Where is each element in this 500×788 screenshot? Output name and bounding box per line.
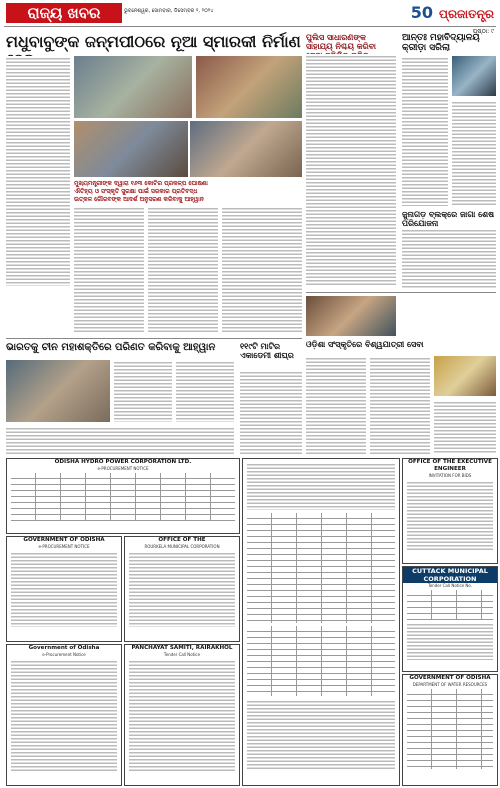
rourkela-ad <box>124 536 240 642</box>
odia-notice-footer <box>247 699 395 769</box>
right-mid-headline: ଜୁନାଗଡ଼ ବ୍ଲକ୍‌ରେ ଜାଗା ଶେଷ ପରିଯୋଜନା <box>402 210 494 229</box>
lead-body-col3 <box>148 206 218 334</box>
cuttack-ad-table <box>407 590 493 620</box>
award-photo <box>434 356 496 396</box>
left-mid-body-col1 <box>114 360 172 422</box>
govt-bottom-ad <box>6 644 122 786</box>
edition-date: ଭୁବନେଶ୍ୱର, ସୋମବାର, ଡିସେମ୍ବର ୨, ୨୦୨୪ <box>124 8 214 14</box>
exec-engineer-ad-sub: INVITATION FOR BIDS <box>428 473 472 478</box>
lead-headline: ମଧୁବାବୁଙ୍କ ଜନ୍ମପୀଠରେ ନୂଆ ସ୍ମାରକୀ ନିର୍ମାଣ <box>6 32 301 51</box>
odia-tender-notice <box>242 458 400 786</box>
mid-lower-photo <box>306 296 396 336</box>
divider <box>4 26 496 27</box>
govt-bottom-ad-body <box>11 659 117 771</box>
brand-logo <box>334 3 494 23</box>
section-title: ରାଜ୍ୟ ଖବର <box>6 3 122 23</box>
odia-notice-table-2 <box>247 626 395 696</box>
exec-engineer-ad-body <box>407 480 493 550</box>
lead-body-col4 <box>222 206 302 334</box>
brand-name: ପ୍ରଜାତନ୍ତ୍ର <box>438 7 494 21</box>
sports-photo <box>452 56 496 96</box>
panchayat-ad <box>124 644 240 786</box>
lead-photo-2 <box>196 56 302 118</box>
mid-small-headline: ୧୧୯ଟି ମାଟିର ଏକାଡେମୀ ଶୀଘ୍ର <box>240 342 294 361</box>
water-resources-ad-title: GOVERNMENT OF ODISHA <box>409 675 491 681</box>
govt-bottom-ad-sub: e-Procurement Notice <box>42 652 86 657</box>
panchayat-ad-title: PANCHAYAT SAMITI, RAIRAKHOL <box>131 645 233 651</box>
panchayat-ad-sub: Tender Call Notice <box>163 652 201 657</box>
mid-lower-headline: ଓଡ଼ିଶା ସଂସ୍କୃତିରେ ବିଶ୍ୱଯାତ୍ରୀ ସେବା <box>306 340 424 349</box>
lead-sub-3: ଉତ୍କଳ ଗୌରବଙ୍କ ଆଦର୍ଶ ଅନୁସରଣ କରିବାକୁ ଆହ୍ୱାନ <box>74 196 204 203</box>
mid-top-body <box>306 54 396 286</box>
anniversary-badge: 50 <box>410 3 433 22</box>
lead-photo-4 <box>190 121 302 177</box>
govt-bottom-ad-title: Government of Odisha <box>28 645 100 651</box>
exec-engineer-ad <box>402 458 498 564</box>
govt-water-ad-sub: e-PROCUREMENT NOTICE <box>38 544 90 549</box>
lead-sub-1: ମୁଖ୍ୟମନ୍ତ୍ରୀଙ୍କ ଦ୍ୱାରା ୧୬୩ କୋଟିର ପ୍ରକଳ୍ପ ଘୋଷଣା <box>74 180 208 187</box>
page-number: ପୃଷ୍ଠା: ୯ <box>472 28 494 35</box>
cuttack-ad <box>402 566 498 672</box>
lead-sub-2: ଐତିହ୍ୟ ଓ ସଂସ୍କୃତି ସୁରକ୍ଷା ପାଇଁ ସରକାର ପ୍ରତିବଦ୍ଧ <box>74 188 198 195</box>
rourkela-ad-title: OFFICE OF THE <box>158 537 206 543</box>
left-mid-body-col2 <box>176 360 234 422</box>
right-top-body-col1 <box>402 56 448 206</box>
govt-water-ad-body <box>11 551 117 627</box>
water-resources-ad-table <box>407 689 493 769</box>
right-mid-body <box>402 228 496 288</box>
govt-water-ad <box>6 536 122 642</box>
panchayat-ad-body <box>129 659 235 771</box>
odia-notice-text <box>247 462 395 510</box>
rourkela-ad-sub: ROURKELA MUNICIPAL CORPORATION <box>144 544 220 549</box>
mid-lower-body-col1 <box>306 356 366 454</box>
masthead <box>0 0 500 26</box>
hydro-ad-title: ODISHA HYDRO POWER CORPORATION LTD. <box>54 459 192 465</box>
divider <box>6 338 302 339</box>
govt-water-ad-title: GOVERNMENT OF ODISHA <box>23 537 105 543</box>
water-resources-ad-sub: DEPARTMENT OF WATER RESOURCES <box>412 682 488 687</box>
odia-notice-table-1 <box>247 513 395 623</box>
lead-photo-1 <box>74 56 192 118</box>
mid-lower-body-col3 <box>434 400 496 454</box>
hydro-ad-table <box>11 473 235 521</box>
right-top-body-col2 <box>452 100 496 206</box>
lead-body-col1 <box>6 56 70 286</box>
mid-lower-body-col2 <box>370 356 430 454</box>
hydro-ad-sub: e-PROCUREMENT NOTICE <box>97 466 149 471</box>
exec-engineer-ad-title: OFFICE OF THE EXECUTIVE ENGINEER <box>408 459 492 472</box>
divider <box>306 292 496 293</box>
left-mid-body-col3 <box>6 426 234 454</box>
left-mid-headline: ଭାରତକୁ ଚୀନ ମହାଶକ୍ତିରେ ପରିଣତ କରିବାକୁ ଆହ୍ୱାନ <box>6 342 216 353</box>
lead-photo-3 <box>74 121 188 177</box>
lead-body-col2 <box>74 206 144 334</box>
cuttack-ad-body <box>407 622 493 660</box>
cuttack-ad-sub: Tender Call Notice No. <box>427 583 473 588</box>
mid-small-body <box>240 370 302 454</box>
water-resources-ad <box>402 674 498 786</box>
mid-top-headline: ପୁଲିସ ସାଧାରଣଙ୍କ ସାହାଯ୍ୟ ନିଶ୍ଚୟ କରିବା <box>306 33 377 52</box>
rourkela-ad-body <box>129 551 235 627</box>
story-photo <box>6 360 110 422</box>
hydro-tender-ad <box>6 458 240 534</box>
right-top-headline: ଆନ୍ତଃ ମହାବିଦ୍ୟାଳୟ କ୍ରୀଡ଼ା ସରିଲା <box>402 33 480 54</box>
cuttack-ad-title: CUTTACK MUNICIPAL CORPORATION <box>403 567 497 583</box>
